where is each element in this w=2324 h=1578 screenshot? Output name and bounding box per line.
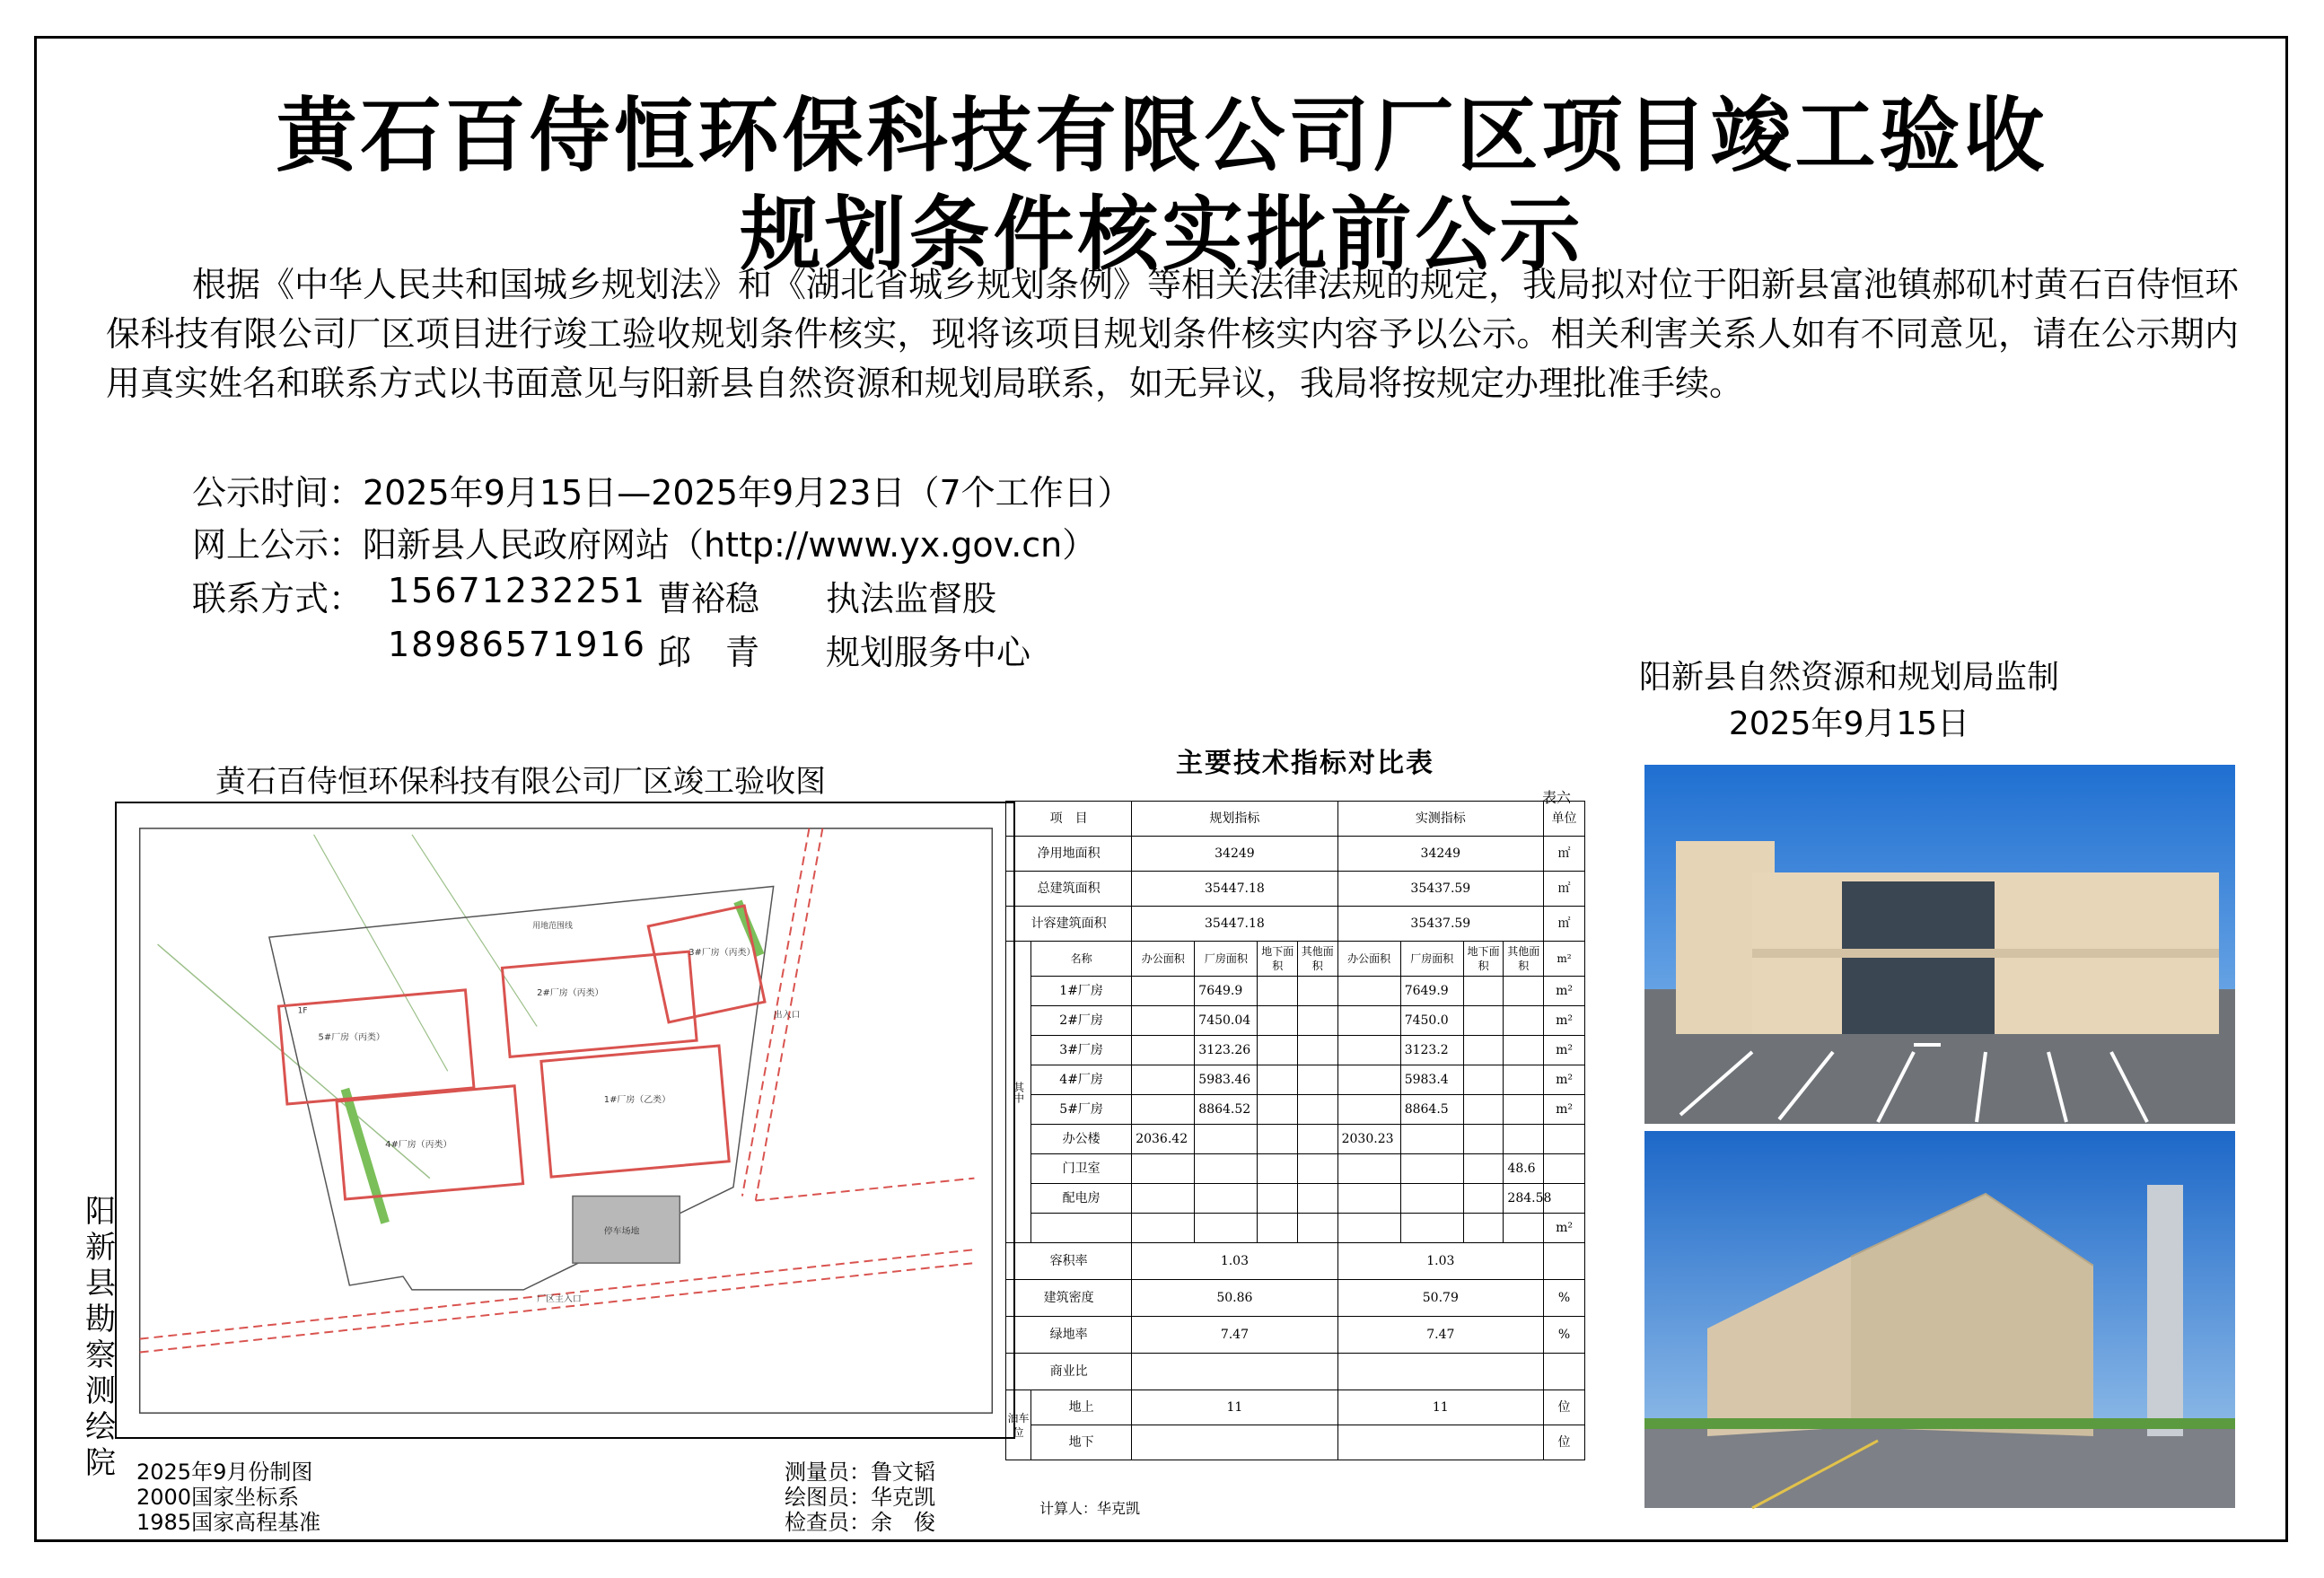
parking-unit: 位 (1544, 1390, 1585, 1425)
sub-row-measured (1463, 1154, 1504, 1184)
sub-row (1006, 1095, 1585, 1125)
header-measured: 实测指标 (1337, 802, 1543, 837)
row-unit: % (1544, 1317, 1585, 1354)
sub-row-planned (1298, 1214, 1338, 1243)
table-row (1006, 1280, 1585, 1317)
table-note: 表六 (1542, 789, 1572, 806)
sub-row-measured (1337, 1036, 1400, 1065)
issue-date: 2025年9月15日 (1728, 706, 1970, 742)
sub-row-measured (1504, 1065, 1544, 1095)
row-unit (1544, 1354, 1585, 1390)
sub-row-planned: 7649.9 (1195, 977, 1258, 1006)
sub-header-cell: 名称 (1031, 942, 1132, 977)
title-line-2: 规划条件核实批前公示 (740, 187, 1584, 282)
sub-row (1006, 1065, 1585, 1095)
map-foot-right-3: 检查员：余 俊 (785, 1510, 935, 1535)
table-row (1006, 1243, 1585, 1280)
row-label: 建筑密度 (1006, 1280, 1132, 1317)
sub-row-planned (1298, 1184, 1338, 1214)
sub-row-planned (1258, 1184, 1298, 1214)
sub-row (1006, 1154, 1585, 1184)
contact-name-2: 邱 青 (657, 633, 760, 672)
map-label-boundary: 用地范围线 (532, 922, 573, 932)
sub-row-name: 3#厂房 (1031, 1036, 1132, 1065)
sub-row-measured: 7450.0 (1400, 1006, 1463, 1036)
map-title: 黄石百侍恒环保科技有限公司厂区竣工验收图 (215, 764, 826, 800)
sub-row-measured (1400, 1125, 1463, 1154)
row-measured (1337, 1354, 1543, 1390)
sub-row-planned (1132, 1065, 1195, 1095)
map-label-b2: 2#厂房（丙类） (537, 987, 604, 998)
sub-row-measured (1504, 1095, 1544, 1125)
row-measured: 1.03 (1337, 1243, 1543, 1280)
sub-row-measured (1463, 1095, 1504, 1125)
sub-header-cell: 地下面积 (1258, 942, 1298, 977)
row-label: 总建筑面积 (1006, 872, 1132, 907)
table-title: 主要技术指标对比表 (1176, 748, 1434, 779)
sub-row-planned (1258, 1006, 1298, 1036)
sub-row-measured (1337, 1065, 1400, 1095)
row-unit: ㎡ (1544, 907, 1585, 942)
sub-row-planned: 5983.46 (1195, 1065, 1258, 1095)
sub-row-measured: 2030.23 (1337, 1125, 1400, 1154)
sub-row-measured (1463, 1125, 1504, 1154)
sub-row-planned (1195, 1184, 1258, 1214)
notice-period: 公示时间：2025年9月15日—2025年9月23日（7个工作日） (192, 473, 1132, 513)
sub-row-planned (1132, 1184, 1195, 1214)
row-planned: 34249 (1132, 837, 1337, 872)
sub-row-planned: 7450.04 (1195, 1006, 1258, 1036)
table-row (1006, 872, 1585, 907)
sub-row-name (1031, 1214, 1132, 1243)
sub-row-measured (1504, 1214, 1544, 1243)
site-plan-map (115, 802, 1015, 1439)
row-label: 商业比 (1006, 1354, 1132, 1390)
sub-row-measured: 48.6 (1504, 1154, 1544, 1184)
sub-row-planned (1298, 1154, 1338, 1184)
sub-row-measured: 5983.4 (1400, 1065, 1463, 1095)
sub-row-planned (1258, 1095, 1298, 1125)
parking-row (1006, 1425, 1585, 1460)
sub-row-planned (1195, 1154, 1258, 1184)
sub-header-cell: 其他面积 (1504, 942, 1544, 977)
sub-row-unit: m² (1544, 977, 1585, 1006)
sub-row-measured: 3123.2 (1400, 1036, 1463, 1065)
parking-planned (1132, 1425, 1337, 1460)
map-foot-right-2: 绘图员：华克凯 (785, 1485, 935, 1510)
sub-row-measured: 284.58 (1504, 1184, 1544, 1214)
sub-row (1006, 1214, 1585, 1243)
map-label-b5: 5#厂房（丙类） (318, 1032, 385, 1043)
map-foot-right-1: 测量员：鲁文韬 (785, 1460, 935, 1485)
sub-header-cell: 其他面积 (1298, 942, 1338, 977)
contact-phone-2: 18986571916 (388, 625, 646, 664)
header-item: 项 目 (1006, 802, 1132, 837)
office-building-image (1644, 765, 2235, 1124)
contact-dept-1: 执法监督股 (826, 579, 997, 618)
sub-row-planned (1298, 1065, 1338, 1095)
map-label-floor: 1F (297, 1006, 308, 1016)
sub-row-planned (1195, 1214, 1258, 1243)
parking-row-label: 地下 (1031, 1425, 1132, 1460)
table-header-row (1006, 802, 1585, 837)
sub-header-row (1006, 942, 1585, 977)
row-measured: 34249 (1337, 837, 1543, 872)
sub-row (1006, 1184, 1585, 1214)
sub-row-planned (1258, 1125, 1298, 1154)
sub-row-measured (1400, 1184, 1463, 1214)
table-row (1006, 1354, 1585, 1390)
photo-factory-building (1644, 1131, 2235, 1508)
row-measured: 50.79 (1337, 1280, 1543, 1317)
sub-row-unit: m² (1544, 1036, 1585, 1065)
row-measured: 35437.59 (1337, 872, 1543, 907)
map-label-entrance: 出入口 (773, 1010, 801, 1021)
sub-row-planned: 8864.52 (1195, 1095, 1258, 1125)
row-measured: 35437.59 (1337, 907, 1543, 942)
row-label: 净用地面积 (1006, 837, 1132, 872)
sub-row-planned (1298, 1006, 1338, 1036)
sub-row-measured (1337, 1184, 1400, 1214)
sub-row-planned (1258, 1214, 1298, 1243)
sub-row-planned (1132, 1006, 1195, 1036)
table-row (1006, 1317, 1585, 1354)
sub-row-measured (1463, 1065, 1504, 1095)
sub-row-planned (1258, 1154, 1298, 1184)
row-label: 容积率 (1006, 1243, 1132, 1280)
sub-row-measured (1337, 1006, 1400, 1036)
sub-row (1006, 1006, 1585, 1036)
sub-row-planned (1298, 977, 1338, 1006)
map-foot-left-1: 2025年9月份制图 (136, 1460, 313, 1485)
sub-row-name: 5#厂房 (1031, 1095, 1132, 1125)
sub-row-measured (1504, 977, 1544, 1006)
photo-office-building (1644, 765, 2235, 1124)
sub-row (1006, 1125, 1585, 1154)
sub-row-measured (1504, 1036, 1544, 1065)
row-unit (1544, 1243, 1585, 1280)
sub-row-name: 2#厂房 (1031, 1006, 1132, 1036)
sub-label: 其中 (1006, 942, 1031, 1243)
contact-phone-1: 15671232251 (388, 571, 646, 610)
parking-row (1006, 1390, 1585, 1425)
sub-row-measured (1463, 977, 1504, 1006)
sub-row-measured: 7649.9 (1400, 977, 1463, 1006)
sub-row-measured (1337, 1154, 1400, 1184)
row-label: 绿地率 (1006, 1317, 1132, 1354)
parking-planned: 11 (1132, 1390, 1337, 1425)
sub-row-planned (1298, 1036, 1338, 1065)
row-planned: 35447.18 (1132, 907, 1337, 942)
title-line-1: 黄石百侍恒环保科技有限公司厂区项目竣工验收 (276, 88, 2048, 183)
row-planned: 50.86 (1132, 1280, 1337, 1317)
sub-row-measured (1463, 1184, 1504, 1214)
sub-row-planned (1132, 977, 1195, 1006)
row-planned (1132, 1354, 1337, 1390)
parking-measured (1337, 1425, 1543, 1460)
sub-row-name: 1#厂房 (1031, 977, 1132, 1006)
sub-row-planned (1132, 1214, 1195, 1243)
sub-row-planned (1132, 1154, 1195, 1184)
map-label-b3: 3#厂房（丙类） (688, 948, 756, 959)
sub-row-measured (1337, 1095, 1400, 1125)
map-label-b1: 1#厂房（乙类） (603, 1095, 671, 1106)
row-measured: 7.47 (1337, 1317, 1543, 1354)
map-label-gate: 厂区主入口 (537, 1293, 582, 1304)
map-label-b4: 4#厂房（丙类） (385, 1139, 452, 1150)
table-row (1006, 837, 1585, 872)
map-foot-left-2: 2000国家坐标系 (136, 1485, 300, 1510)
sub-row-unit (1544, 1154, 1585, 1184)
row-unit: % (1544, 1280, 1585, 1317)
sub-row-name: 办公楼 (1031, 1125, 1132, 1154)
sub-row-name: 配电房 (1031, 1184, 1132, 1214)
sub-header-cell: 办公面积 (1132, 942, 1195, 977)
body-paragraph: 根据《中华人民共和国城乡规划法》和《湖北省城乡规划条例》等相关法律法规的规定，我局拟对位于阳新县富池镇郝矶村黄石百侍恒环保科技有限公司厂区项目进行竣工验收规划条件核实，现将该项目规划条件核实内容予以公示。相关利害关系人如有不同意见，请在公示期内用真实姓名和联系方式以书面意见与阳新县自然资源和规划局联系，如无异议，我局将按规定办理批准手续。 (106, 265, 2240, 403)
contact-dept-2: 规划服务中心 (826, 633, 1031, 672)
row-unit: ㎡ (1544, 837, 1585, 872)
sub-row-planned (1132, 1036, 1195, 1065)
sub-row-unit: m² (1544, 1214, 1585, 1243)
sub-row-planned (1258, 1065, 1298, 1095)
sub-row-measured (1463, 1036, 1504, 1065)
table-row (1006, 907, 1585, 942)
sub-row-measured (1504, 1006, 1544, 1036)
sub-row-name: 门卫室 (1031, 1154, 1132, 1184)
sub-row-measured: 8864.5 (1400, 1095, 1463, 1125)
sub-header-cell: 办公面积 (1337, 942, 1400, 977)
map-label-parking: 停车场地 (603, 1226, 640, 1237)
sub-header-cell: 地下面积 (1463, 942, 1504, 977)
sub-row-unit: m² (1544, 1095, 1585, 1125)
sub-row-planned (1258, 1036, 1298, 1065)
row-planned: 7.47 (1132, 1317, 1337, 1354)
contact-label: 联系方式： (192, 579, 364, 618)
sub-row-name: 4#厂房 (1031, 1065, 1132, 1095)
factory-building-image (1644, 1131, 2235, 1508)
sub-row-planned (1132, 1095, 1195, 1125)
parking-row-label: 地上 (1031, 1390, 1132, 1425)
row-label: 计容建筑面积 (1006, 907, 1132, 942)
site-plan-drawing (117, 803, 1013, 1437)
sub-row-planned (1195, 1125, 1258, 1154)
row-unit: ㎡ (1544, 872, 1585, 907)
sub-row-planned: 3123.26 (1195, 1036, 1258, 1065)
row-planned: 35447.18 (1132, 872, 1337, 907)
sub-row-measured (1463, 1006, 1504, 1036)
parking-unit: 位 (1544, 1425, 1585, 1460)
header-planned: 规划指标 (1132, 802, 1337, 837)
issuer: 阳新县自然资源和规划局监制 (1638, 659, 2059, 696)
header-unit: 单位 (1544, 802, 1585, 837)
sub-row-measured (1463, 1214, 1504, 1243)
sub-row-planned (1298, 1125, 1338, 1154)
online-notice: 网上公示：阳新县人民政府网站（http://www.yx.gov.cn） (192, 525, 1097, 565)
sub-header-cell: m² (1544, 942, 1585, 977)
sub-header-cell: 厂房面积 (1400, 942, 1463, 977)
parking-measured: 11 (1337, 1390, 1543, 1425)
sub-row-measured (1504, 1125, 1544, 1154)
sub-row-unit: m² (1544, 1006, 1585, 1036)
sub-row-unit (1544, 1125, 1585, 1154)
parking-label: 泊车位 (1006, 1390, 1031, 1460)
map-foot-left-3: 1985国家高程基准 (136, 1510, 321, 1535)
contact-name-1: 曹裕稳 (657, 579, 760, 618)
row-planned: 1.03 (1132, 1243, 1337, 1280)
sub-row-measured (1400, 1154, 1463, 1184)
calc-person: 计算人：华克凯 (1039, 1500, 1141, 1517)
map-side-label: 阳新县勘察测绘院 (85, 1194, 116, 1481)
sub-row (1006, 977, 1585, 1006)
tech-indicator-table (1005, 801, 1585, 1460)
sub-row-unit: m² (1544, 1065, 1585, 1095)
sub-row-planned: 2036.42 (1132, 1125, 1195, 1154)
sub-row-measured (1337, 1214, 1400, 1243)
sub-row (1006, 1036, 1585, 1065)
sub-row-measured (1400, 1214, 1463, 1243)
sub-row-planned (1258, 977, 1298, 1006)
sub-header-cell: 厂房面积 (1195, 942, 1258, 977)
sub-row-planned (1298, 1095, 1338, 1125)
sub-row-measured (1337, 977, 1400, 1006)
